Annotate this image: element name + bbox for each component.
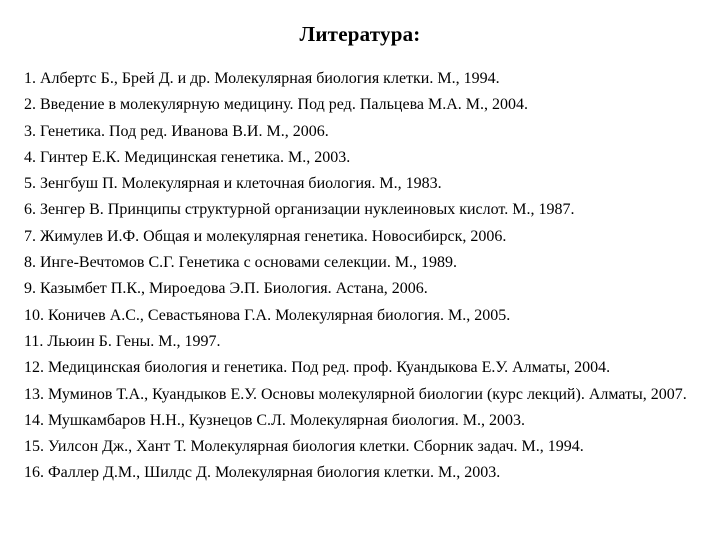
reference-item: 15. Уилсон Дж., Хант Т. Молекулярная биология клетки. Сборник задач. М., 1994. — [24, 438, 584, 456]
reference-item: 11. Льюин Б. Гены. М., 1997. — [24, 332, 221, 350]
reference-item: 2. Введение в молекулярную медицину. Под ред. Пальцева М.А. М., 2004. — [24, 96, 529, 114]
reference-item: 7. Жимулев И.Ф. Общая и молекулярная генетика. Новосибирск, 2006. — [24, 227, 507, 245]
reference-item: 13. Муминов Т.А., Куандыков Е.У. Основы молекулярной биологии (курс лекций). Алматы, 2007. — [24, 385, 687, 403]
reference-item: 5. Зенгбуш П. Молекулярная и клеточная биология. М., 1983. — [24, 175, 442, 193]
reference-item: 4. Гинтер Е.К. Медицинская генетика. М., 2003. — [24, 148, 351, 166]
reference-item: 10. Коничев А.С., Севастьянова Г.А. Молекулярная биология. М., 2005. — [24, 306, 511, 324]
reference-item: 12. Медицинская биология и генетика. Под ред. проф. Куандыкова Е.У. Алматы, 2004. — [24, 359, 611, 377]
reference-item: 9. Казымбет П.К., Мироедова Э.П. Биология. Астана, 2006. — [24, 280, 428, 298]
page-title: Литература: — [299, 22, 421, 46]
reference-item: 16. Фаллер Д.М., Шилдс Д. Молекулярная биология клетки. М., 2003. — [24, 464, 501, 482]
reference-item: 8. Инге-Вечтомов С.Г. Генетика с основами селекции. М., 1989. — [24, 254, 458, 272]
reference-item: 14. Мушкамбаров Н.Н., Кузнецов С.Л. Молекулярная биология. М., 2003. — [24, 411, 526, 429]
reference-item: 6. Зенгер В. Принципы структурной организации нуклеиновых кислот. М., 1987. — [24, 201, 575, 219]
reference-item: 1. Албертс Б., Брей Д. и др. Молекулярная биология клетки. М., 1994. — [24, 70, 500, 87]
reference-item: 3. Генетика. Под ред. Иванова В.И. М., 2006. — [24, 122, 329, 140]
reference-list — [24, 66, 704, 487]
